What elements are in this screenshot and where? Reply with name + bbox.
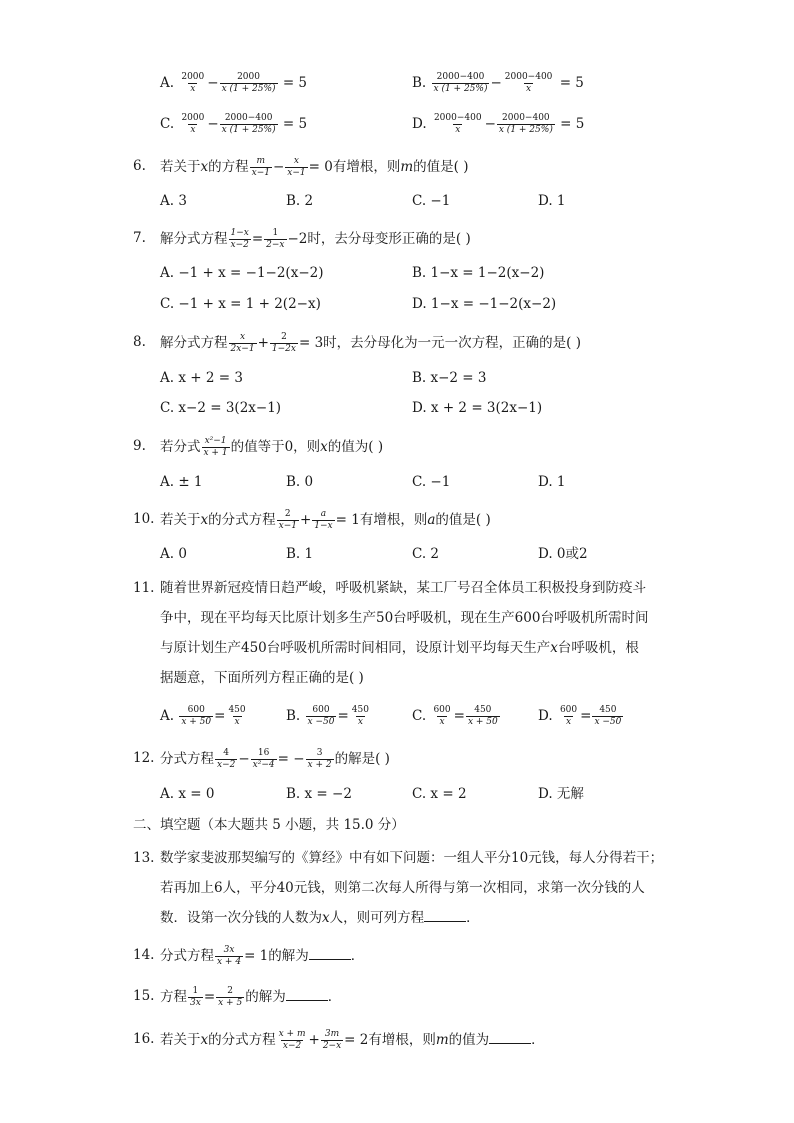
question-15-stem: 方程 $\frac{1}{3x}$ = $\frac{2}{x + 5}$ 的解为 ． bbox=[160, 986, 342, 1008]
fraction: $\frac{450}{x -50}$ bbox=[594, 705, 622, 727]
q8-option-d[interactable]: D. x + 2 = 3(2x−1) bbox=[412, 400, 543, 416]
question-7-stem: 解分式方程 $\frac{1-x}{x-2}$ = $\frac{1}{2-x}$ −2时，去分母变形正确的是( ) bbox=[160, 228, 471, 250]
question-number: 12. bbox=[133, 750, 155, 766]
q10-option-b[interactable]: B. 1 bbox=[286, 546, 314, 562]
fraction: $\frac{450}{x + 50}$ bbox=[467, 705, 498, 727]
q5-option-d[interactable]: D. $\frac{2000-400}{x}$ − $\frac{2000-400}{x (1 + 25\%)}$ = 5 bbox=[412, 113, 585, 135]
q6-option-a[interactable]: A. 3 bbox=[160, 193, 187, 209]
q5-option-b[interactable]: B. $\frac{2000-400}{x (1 + 25\%)}$ − $\frac{2000-400}{x}$ = 5 bbox=[412, 72, 584, 94]
fraction: $\frac{2}{x + 5}$ bbox=[218, 986, 243, 1008]
question-13-line: 数学家斐波那契编写的《算经》中有如下问题：一组人平分10元钱，每人分得若干； bbox=[160, 850, 664, 866]
question-number: 15. bbox=[133, 988, 155, 1004]
fraction: $\frac{x}{x-1}$ bbox=[287, 156, 306, 178]
question-13-line: 数．设第一次分钱的人数为x人，则可列方程 ． bbox=[160, 910, 480, 926]
answer-blank[interactable] bbox=[489, 1031, 531, 1044]
q12-option-d[interactable]: D. 无解 bbox=[538, 786, 584, 802]
question-number: 11. bbox=[133, 580, 155, 596]
q9-option-c[interactable]: C. −1 bbox=[412, 474, 451, 490]
fraction: $\frac{3}{x + 2}$ bbox=[307, 748, 332, 770]
q11-option-c[interactable]: C. $\frac{600}{x}$ = $\frac{450}{x + 50}$ bbox=[412, 705, 498, 727]
q7-option-a[interactable]: A. −1 + x = −1−2(x−2) bbox=[160, 265, 324, 281]
fraction: $\frac{600}{x}$ bbox=[559, 705, 578, 727]
question-8-stem: 解分式方程 $\frac{x}{2x-1}$ + $\frac{2}{1-2x}$ = 3时，去分母化为一元一次方程，正确的是( ) bbox=[160, 332, 581, 354]
q5-option-a[interactable]: A. $\frac{2000}{x}$ − $\frac{2000}{x (1 + 25\%)}$ = 5 bbox=[160, 72, 308, 94]
q9-option-b[interactable]: B. 0 bbox=[286, 474, 314, 490]
question-11-line: 争中，现在平均每天比原计划多生产50台呼吸机，现在生产600台呼吸机所需时间 bbox=[160, 610, 649, 626]
q10-option-d[interactable]: D. 0或2 bbox=[538, 546, 588, 562]
q7-option-c[interactable]: C. −1 + x = 1 + 2(2−x) bbox=[160, 296, 321, 312]
answer-blank[interactable] bbox=[309, 947, 351, 960]
fraction: $\frac{3x}{x + 4}$ bbox=[217, 945, 242, 967]
fraction: $\frac{3m}{2-x}$ bbox=[322, 1029, 342, 1051]
fraction: $\frac{2000-400}{x}$ bbox=[504, 72, 553, 94]
question-13-line: 若再加上6人，平分40元钱，则第二次每人所得与第一次相同，求第一次分钱的人 bbox=[160, 880, 645, 896]
fraction: $\frac{450}{x}$ bbox=[228, 705, 246, 727]
q9-option-a[interactable]: A. ± 1 bbox=[160, 474, 203, 490]
question-number: 13. bbox=[133, 850, 155, 866]
q6-option-b[interactable]: B. 2 bbox=[286, 193, 314, 209]
question-number: 7. bbox=[133, 230, 146, 246]
fraction: $\frac{2}{1-2x}$ bbox=[271, 332, 296, 354]
q12-option-b[interactable]: B. x = −2 bbox=[286, 786, 352, 802]
fraction: $\frac{a}{1-x}$ bbox=[314, 509, 333, 531]
fraction: $\frac{600}{x -50}$ bbox=[307, 705, 335, 727]
q7-option-d[interactable]: D. 1−x = −1−2(x−2) bbox=[412, 296, 557, 312]
question-number: 16. bbox=[133, 1031, 155, 1047]
question-11-line: 与原计划生产450台呼吸机所需时间相同，设原计划平均每天生产x台呼吸机，根 bbox=[160, 640, 639, 656]
fraction: $\frac{x + m}{x-2}$ bbox=[278, 1029, 306, 1051]
question-number: 8. bbox=[133, 334, 146, 350]
fraction: $\frac{2}{x-1}$ bbox=[278, 509, 297, 531]
q8-option-c[interactable]: C. x−2 = 3(2x−1) bbox=[160, 400, 282, 416]
question-9-stem: 若分式 $\frac{\text{x²−1}}{x + 1}$ 的值等于0，则x的值为( ) bbox=[160, 436, 384, 458]
q11-option-d[interactable]: D. $\frac{600}{x}$ = $\frac{450}{x -50}$ bbox=[538, 705, 622, 727]
q8-option-b[interactable]: B. x−2 = 3 bbox=[412, 370, 487, 386]
q11-option-b[interactable]: B. $\frac{600}{x -50}$ = $\frac{450}{x}$ bbox=[286, 705, 369, 727]
fraction: $\frac{2000-400}{x (1 + 25\%)}$ bbox=[498, 113, 553, 135]
q8-option-a[interactable]: A. x + 2 = 3 bbox=[160, 370, 243, 386]
fraction: $\frac{x}{2x-1}$ bbox=[230, 332, 255, 354]
question-number: 6. bbox=[133, 158, 146, 174]
q7-option-b[interactable]: B. 1−x = 1−2(x−2) bbox=[412, 265, 545, 281]
q11-option-a[interactable]: A. $\frac{600}{x + 50}$ = $\frac{450}{x}$ bbox=[160, 705, 246, 727]
q5-option-c[interactable]: C. $\frac{2000}{x}$ − $\frac{2000-400}{x (1 + 25\%)}$ = 5 bbox=[160, 113, 308, 135]
question-number: 14. bbox=[133, 947, 155, 963]
q6-option-d[interactable]: D. 1 bbox=[538, 193, 566, 209]
question-12-stem: 分式方程 $\frac{4}{x-2}$ − $\frac{16}{\text{x²−4}}$ = − $\frac{3}{x + 2}$ 的解是( ) bbox=[160, 748, 390, 770]
fraction: $\frac{1-x}{x-2}$ bbox=[230, 228, 249, 250]
section-heading: 二、填空题（本大题共 5 小题，共 15.0 分） bbox=[133, 817, 405, 833]
fraction: $\frac{2000-400}{x (1 + 25\%)}$ bbox=[221, 113, 276, 135]
fraction: $\frac{m}{x-1}$ bbox=[251, 156, 270, 178]
fraction: $\frac{2000}{x}$ bbox=[181, 72, 205, 94]
fraction: $\frac{1}{3x}$ bbox=[190, 986, 201, 1008]
question-number: 9. bbox=[133, 438, 146, 454]
answer-blank[interactable] bbox=[286, 988, 328, 1001]
q12-option-a[interactable]: A. x = 0 bbox=[160, 786, 215, 802]
question-number: 10. bbox=[133, 511, 155, 527]
q10-option-a[interactable]: A. 0 bbox=[160, 546, 187, 562]
question-14-stem: 分式方程 $\frac{3x}{x + 4}$ = 1的解为 ． bbox=[160, 945, 365, 967]
fraction: $\frac{2000-400}{x (1 + 25\%)}$ bbox=[433, 72, 488, 94]
question-16-stem: 若关于x的分式方程 $\frac{x + m}{x-2}$ + $\frac{3m}{2-x}$ = 2有增根，则m的值为 ． bbox=[160, 1029, 545, 1051]
question-11-line: 据题意，下面所列方程正确的是( ) bbox=[160, 670, 364, 686]
fraction: $\frac{2000}{x}$ bbox=[181, 113, 205, 135]
answer-blank[interactable] bbox=[424, 909, 466, 922]
question-10-stem: 若关于x的分式方程 $\frac{2}{x-1}$ + $\frac{a}{1-x}$ = 1有增根，则a的值是( ) bbox=[160, 509, 491, 531]
fraction: $\frac{4}{x-2}$ bbox=[217, 748, 236, 770]
question-11-line: 随着世界新冠疫情日趋严峻，呼吸机紧缺，某工厂号召全体员工积极投身到防疫斗 bbox=[160, 580, 646, 596]
q6-option-c[interactable]: C. −1 bbox=[412, 193, 451, 209]
q10-option-c[interactable]: C. 2 bbox=[412, 546, 440, 562]
fraction: $\frac{600}{x + 50}$ bbox=[181, 705, 212, 727]
fraction: $\frac{1}{2-x}$ bbox=[266, 228, 285, 250]
fraction: $\frac{600}{x}$ bbox=[433, 705, 451, 727]
fraction: $\frac{\text{x²−1}}{x + 1}$ bbox=[203, 436, 228, 458]
question-6-stem: 若关于x的方程 $\frac{m}{x-1}$ − $\frac{x}{x-1}$ = 0有增根，则m的值是( ) bbox=[160, 156, 469, 178]
q12-option-c[interactable]: C. x = 2 bbox=[412, 786, 467, 802]
fraction: $\frac{16}{\text{x²−4}}$ bbox=[252, 748, 275, 770]
q9-option-d[interactable]: D. 1 bbox=[538, 474, 566, 490]
fraction: $\frac{2000-400}{x}$ bbox=[433, 113, 482, 135]
fraction: $\frac{2000}{x (1 + 25\%)}$ bbox=[221, 72, 276, 94]
fraction: $\frac{450}{x}$ bbox=[351, 705, 369, 727]
